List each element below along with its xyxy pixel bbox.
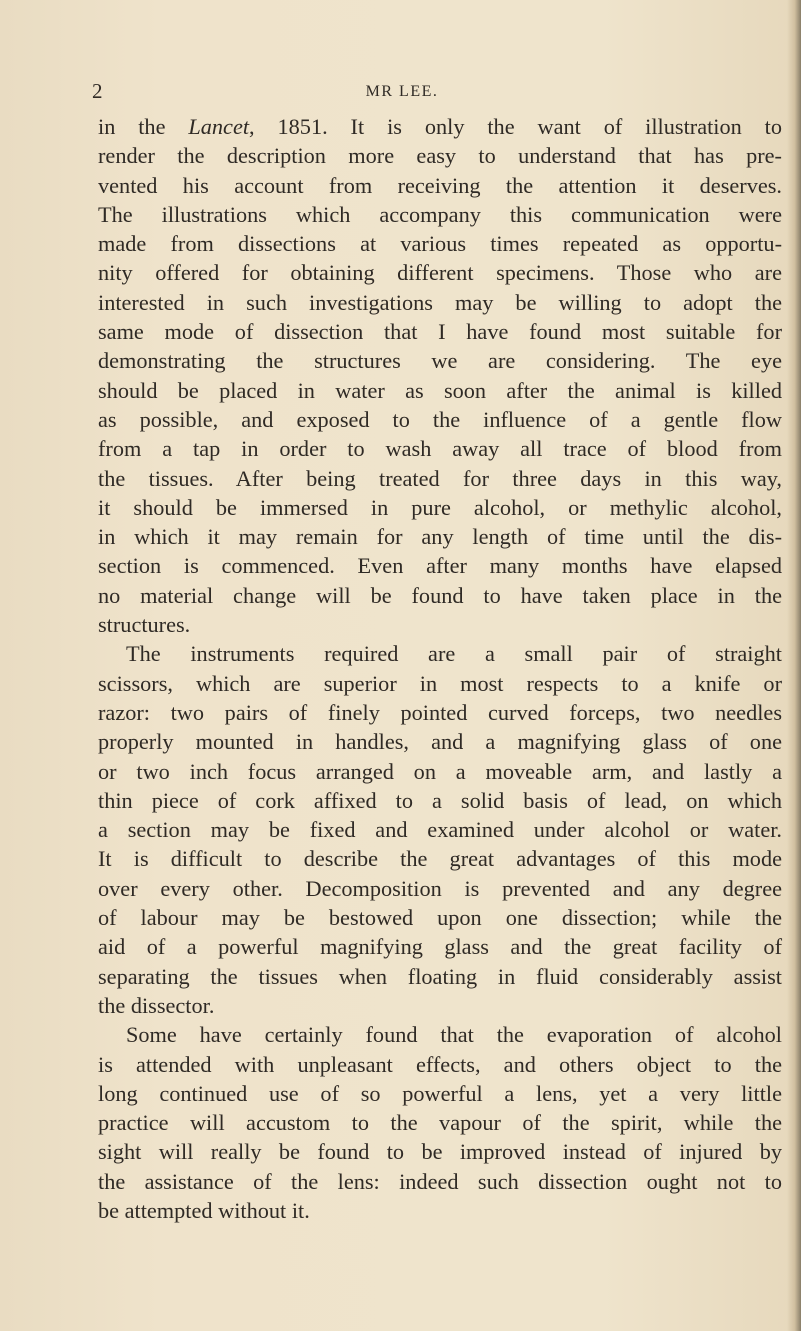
text-line: interested in such investigations may be willing to adopt the — [98, 289, 782, 315]
text-line: made from dissections at various times repeated as opportu- — [98, 231, 782, 257]
text-line: The illustrations which accompany this communication were — [98, 201, 782, 227]
paragraph-first-line: The instruments required are a small pair of straight — [126, 641, 782, 667]
paragraph-first-line: Some have certainly found that the evaporation of alcohol — [126, 1022, 782, 1048]
text-line: razor: two pairs of finely pointed curved forceps, two needles — [98, 699, 782, 725]
page-number: 2 — [92, 79, 103, 103]
text-line: long continued use of so powerful a lens, yet a very little — [98, 1080, 782, 1106]
text-line: scissors, which are superior in most respects to a knife or — [98, 670, 782, 696]
text-line: sight will really be found to be improved instead of injured by — [98, 1139, 782, 1165]
text-line: It is difficult to describe the great advantages of this mode — [98, 846, 782, 872]
text-line: practice will accustom to the vapour of the spirit, while the — [98, 1110, 782, 1136]
text-line: the assistance of the lens: indeed such dissection ought not to — [98, 1168, 782, 1194]
paragraph-last-line: structures. — [98, 612, 191, 638]
paragraph-last-line: be attempted without it. — [98, 1197, 310, 1223]
text-line: section is commenced. Even after many months have elapsed — [98, 553, 782, 579]
text-line: aid of a powerful magnifying glass and the great facility of — [98, 934, 782, 960]
body-text — [98, 112, 782, 1225]
text-line: in which it may remain for any length of time until the dis- — [98, 524, 782, 550]
text-line: nity offered for obtaining different specimens. Those who are — [98, 260, 782, 286]
text-line: render the description more easy to understand that has pre- — [98, 143, 782, 169]
text-line: over every other. Decomposition is prevented and any degree — [98, 875, 782, 901]
text-line: as possible, and exposed to the influence of a gentle flow — [98, 406, 782, 432]
text-line: thin piece of cork affixed to a solid basis of lead, on which — [98, 787, 782, 813]
page-header — [92, 79, 712, 107]
page-edge-shadow — [787, 0, 801, 1331]
text-line: properly mounted in handles, and a magnifying glass of one — [98, 729, 782, 755]
text-line: the tissues. After being treated for three days in this way, — [98, 465, 782, 491]
text-line: or two inch focus arranged on a moveable arm, and lastly a — [98, 758, 782, 784]
text-line: same mode of dissection that I have found most suitable for — [98, 319, 782, 345]
text-line: of labour may be bestowed upon one dissection; while the — [98, 905, 782, 931]
text-line: separating the tissues when floating in fluid considerably assist — [98, 963, 782, 989]
text-line: from a tap in order to wash away all trace of blood from — [98, 436, 782, 462]
text-line: no material change will be found to have taken place in the — [98, 582, 782, 608]
text-line: it should be immersed in pure alcohol, or methylic alcohol, — [98, 494, 782, 520]
text-line: a section may be fixed and examined under alcohol or water. — [98, 817, 782, 843]
paragraph-last-line: the dissector. — [98, 992, 215, 1018]
text-line: is attended with unpleasant effects, and others object to the — [98, 1051, 782, 1077]
text-line: should be placed in water as soon after the animal is killed — [98, 377, 782, 403]
running-head: MR LEE. — [365, 83, 439, 100]
text-line: vented his account from receiving the attention it deserves. — [98, 172, 782, 198]
text-line: in the Lancet, 1851. It is only the want of illustration to — [98, 114, 782, 139]
text-line: demonstrating the structures we are considering. The eye — [98, 348, 782, 374]
